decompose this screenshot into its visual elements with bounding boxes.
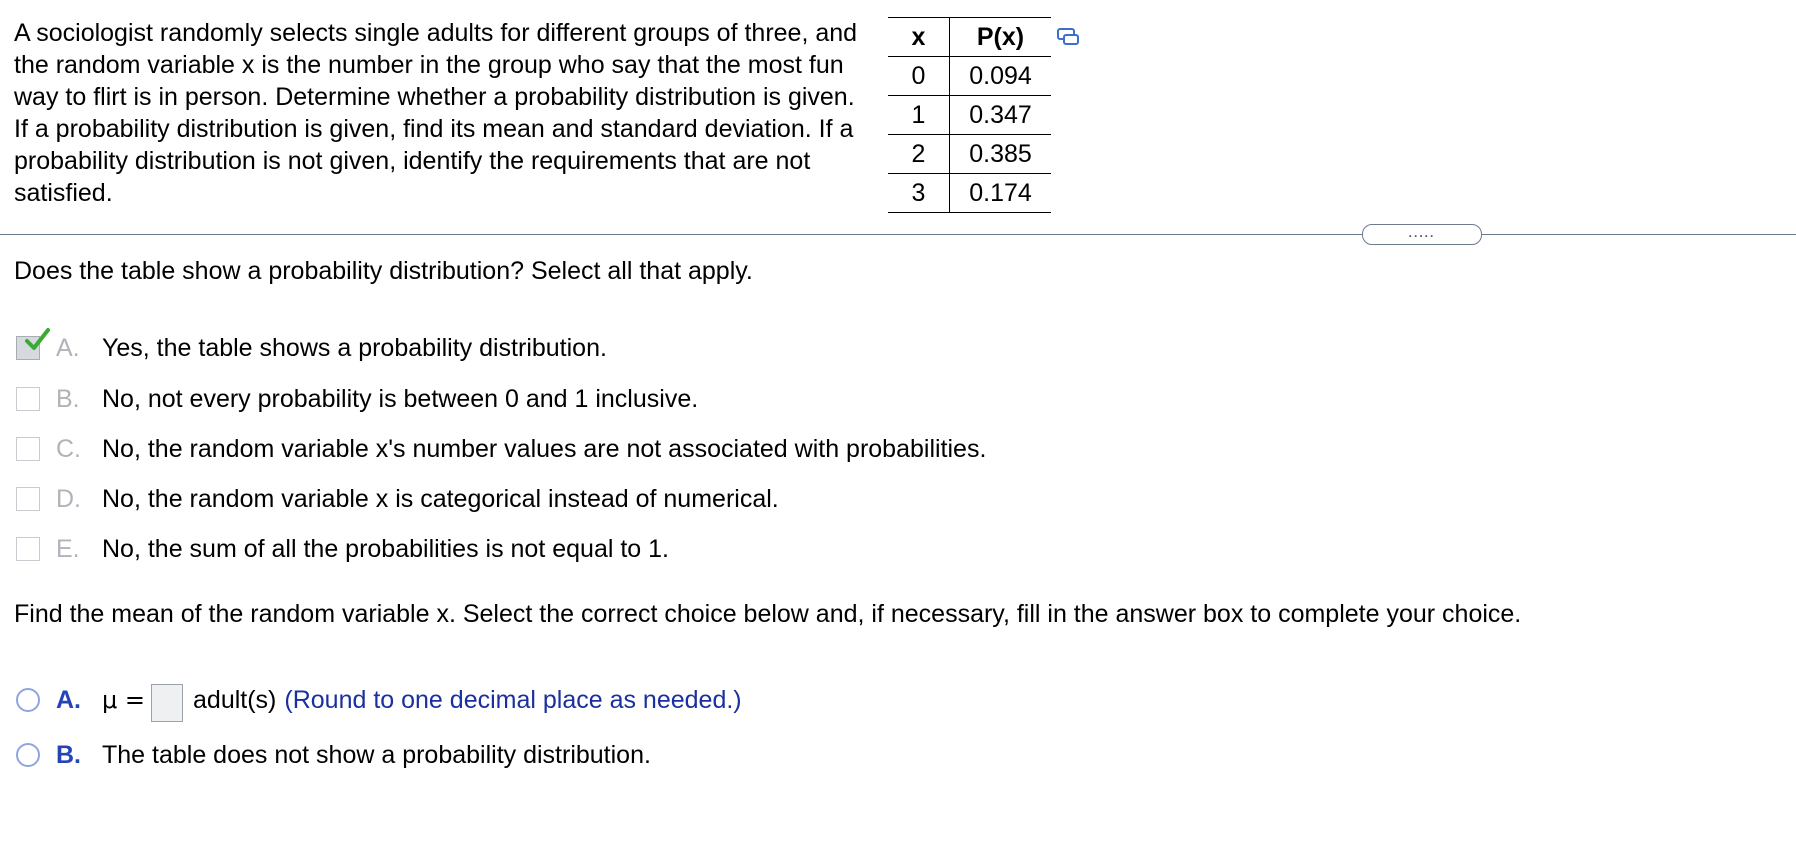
- choice-text: No, the sum of all the probabilities is not equal to 1.: [102, 534, 669, 563]
- choice-a-radio-row[interactable]: [16, 678, 742, 722]
- choice-letter: B.: [56, 384, 80, 413]
- table-row: [888, 96, 1051, 135]
- table-row: [888, 174, 1051, 213]
- choice-letter: B.: [56, 740, 81, 769]
- choice-letter: D.: [56, 484, 81, 513]
- choice-letter: A.: [56, 333, 80, 362]
- header-x: x: [888, 18, 950, 57]
- cell-x: 2: [888, 135, 950, 174]
- choice-d-checkbox-row[interactable]: [16, 484, 779, 514]
- choice-b-checkbox-row[interactable]: [16, 384, 698, 414]
- choice-text: The table does not show a probability distribution.: [102, 740, 651, 769]
- choice-letter: C.: [56, 434, 81, 463]
- copy-table-icon[interactable]: [1056, 26, 1080, 48]
- checkbox-d[interactable]: [16, 487, 40, 511]
- choice-text: No, the random variable x's number values are not associated with probabilities.: [102, 434, 987, 463]
- unit-label: adult(s): [193, 685, 277, 714]
- choice-b-radio-row[interactable]: [16, 740, 651, 770]
- rounding-hint: (Round to one decimal place as needed.): [284, 685, 742, 714]
- checkbox-e[interactable]: [16, 537, 40, 561]
- cell-x: 1: [888, 96, 950, 135]
- choice-letter: A.: [56, 685, 81, 714]
- table-row: [888, 135, 1051, 174]
- mu-symbol: μ =: [102, 686, 146, 714]
- problem-statement: A sociologist randomly selects single adults for different groups of three, and the random variable x is the number in the group who say that the most fun way to flirt is in person. Determine whether a probability distribution is given. If a probability distribution is given, find its mean and standard deviation. If a probability distribution is not given, identify the requirements that are not satisfied.: [14, 19, 858, 207]
- header-px: P(x): [950, 18, 1052, 57]
- cell-px: 0.094: [950, 57, 1052, 96]
- question-1-prompt: Does the table show a probability distribution? Select all that apply.: [14, 257, 753, 285]
- cell-px: 0.347: [950, 96, 1052, 135]
- choice-text: No, not every probability is between 0 and 1 inclusive.: [102, 384, 699, 413]
- question-2-prompt: Find the mean of the random variable x. Select the correct choice below and, if necessary, fill in the answer box to complete your choice.: [14, 600, 1522, 628]
- choice-c-checkbox-row[interactable]: [16, 434, 986, 464]
- choice-text: No, the random variable x is categorical instead of numerical.: [102, 484, 779, 513]
- checkbox-b[interactable]: [16, 387, 40, 411]
- radio-a[interactable]: [16, 688, 40, 712]
- choice-text: Yes, the table shows a probability distribution.: [102, 333, 607, 362]
- cell-px: 0.174: [950, 174, 1052, 213]
- cell-x: 3: [888, 174, 950, 213]
- section-divider: [0, 234, 1796, 235]
- checkmark-icon: [24, 327, 50, 353]
- cell-x: 0: [888, 57, 950, 96]
- radio-b[interactable]: [16, 743, 40, 767]
- choice-e-checkbox-row[interactable]: [16, 534, 669, 564]
- probability-table: [888, 17, 1051, 213]
- checkbox-a[interactable]: [16, 336, 40, 360]
- cell-px: 0.385: [950, 135, 1052, 174]
- table-row: [888, 57, 1051, 96]
- checkbox-c[interactable]: [16, 437, 40, 461]
- mean-answer-input[interactable]: [151, 684, 183, 722]
- choice-a-checkbox-row[interactable]: [16, 333, 607, 363]
- expand-button[interactable]: .....: [1362, 224, 1482, 245]
- choice-letter: E.: [56, 534, 80, 563]
- table-header-row: [888, 18, 1051, 57]
